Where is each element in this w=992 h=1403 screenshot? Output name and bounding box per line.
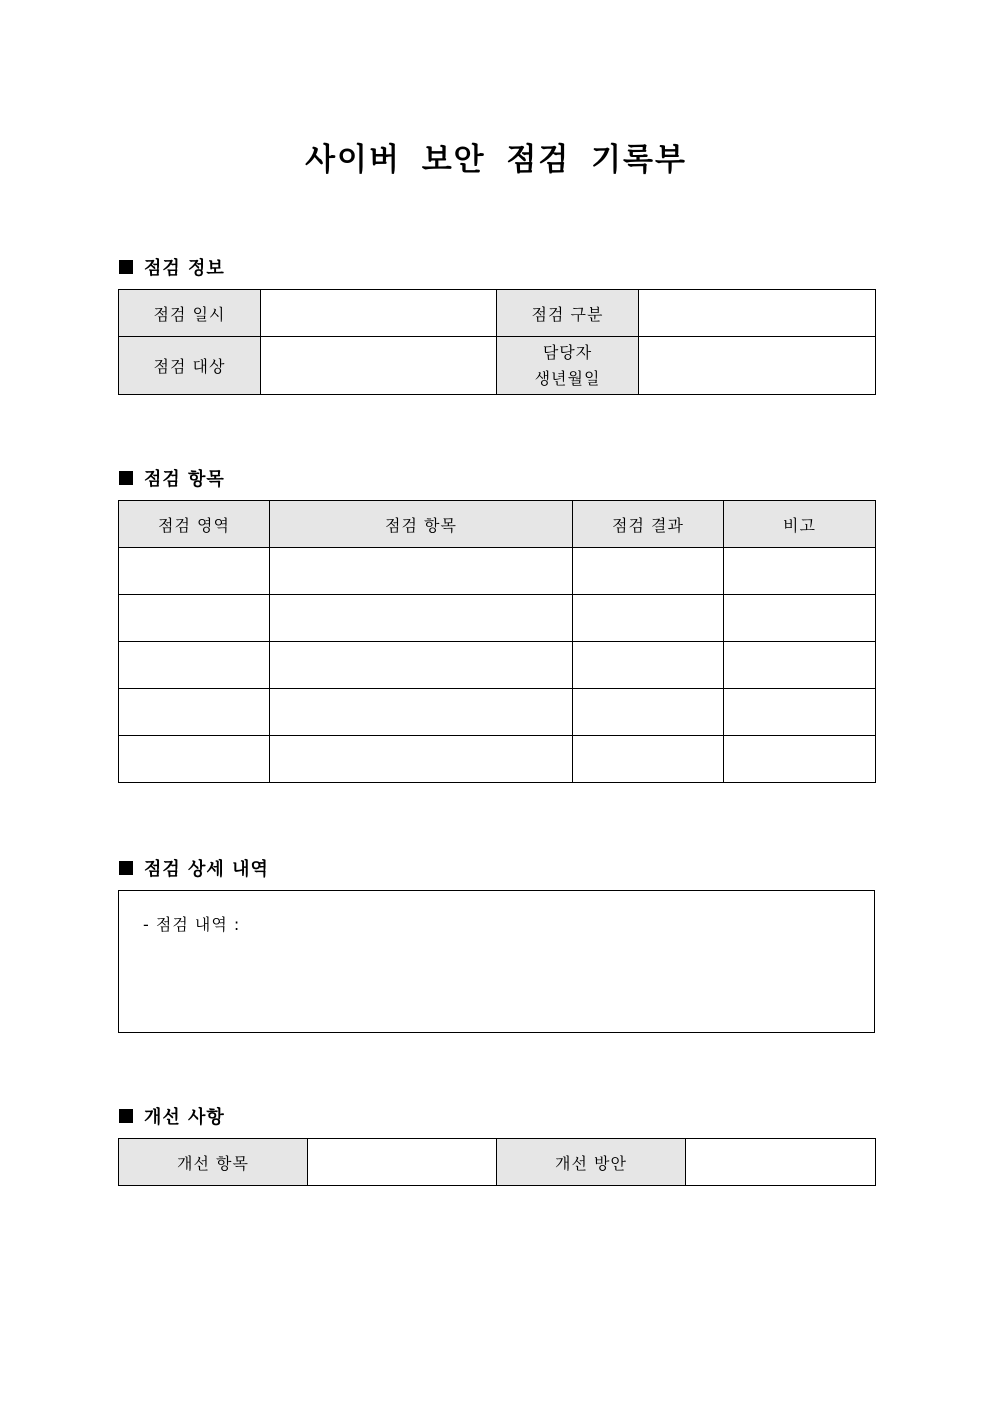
column-header: 비고 [724, 501, 876, 548]
section-heading-items [119, 465, 225, 491]
table-row [119, 689, 876, 736]
section-heading-details-label: 점검 상세 내역 [144, 859, 269, 880]
table-cell[interactable] [270, 642, 573, 689]
table-cell[interactable] [573, 736, 724, 783]
section-heading-info-label: 점검 정보 [144, 258, 225, 279]
items-table [118, 500, 876, 783]
square-bullet-icon [119, 260, 133, 274]
table-cell[interactable] [724, 595, 876, 642]
label-date: 점검 일시 [119, 290, 261, 337]
value-improvement-item[interactable] [308, 1139, 497, 1186]
section-heading-items-label: 점검 항목 [144, 469, 225, 490]
table-cell[interactable] [573, 642, 724, 689]
details-content: - 점검 내역 : [143, 915, 241, 934]
value-improvement-plan[interactable] [686, 1139, 876, 1186]
label-improvement-plan: 개선 방안 [497, 1139, 686, 1186]
square-bullet-icon [119, 861, 133, 875]
info-table [118, 289, 876, 395]
table-cell[interactable] [270, 595, 573, 642]
section-heading-details [119, 855, 269, 881]
label-manager-line1: 담당자 [542, 342, 593, 362]
table-cell[interactable] [119, 595, 270, 642]
value-manager[interactable] [639, 337, 876, 395]
info-row-2 [119, 337, 876, 395]
table-cell[interactable] [573, 548, 724, 595]
label-target: 점검 대상 [119, 337, 261, 395]
table-cell[interactable] [119, 548, 270, 595]
table-row [119, 736, 876, 783]
table-cell[interactable] [724, 642, 876, 689]
value-target[interactable] [261, 337, 497, 395]
label-improvement-item: 개선 항목 [119, 1139, 308, 1186]
info-row-1 [119, 290, 876, 337]
improvements-table [118, 1138, 876, 1186]
section-heading-info [119, 254, 225, 280]
table-cell[interactable] [724, 689, 876, 736]
value-type[interactable] [639, 290, 876, 337]
table-cell[interactable] [119, 689, 270, 736]
table-cell[interactable] [573, 689, 724, 736]
section-heading-improvements [119, 1103, 225, 1129]
column-header: 점검 영역 [119, 501, 270, 548]
value-date[interactable] [261, 290, 497, 337]
table-row [119, 595, 876, 642]
details-box[interactable] [118, 890, 875, 1033]
label-type: 점검 구분 [497, 290, 639, 337]
table-cell[interactable] [573, 595, 724, 642]
label-manager-line2: 생년월일 [534, 368, 601, 388]
table-row [119, 642, 876, 689]
table-cell[interactable] [119, 642, 270, 689]
section-heading-improvements-label: 개선 사항 [144, 1107, 225, 1128]
table-cell[interactable] [270, 736, 573, 783]
page-title: 사이버 보안 점검 기록부 [305, 142, 687, 178]
improvements-row [119, 1139, 876, 1186]
column-header: 점검 결과 [573, 501, 724, 548]
square-bullet-icon [119, 471, 133, 485]
table-row [119, 548, 876, 595]
column-header: 점검 항목 [270, 501, 573, 548]
table-cell[interactable] [270, 548, 573, 595]
table-cell[interactable] [119, 736, 270, 783]
items-header-row [119, 501, 876, 548]
table-cell[interactable] [270, 689, 573, 736]
table-cell[interactable] [724, 736, 876, 783]
table-cell[interactable] [724, 548, 876, 595]
label-manager [497, 337, 639, 395]
square-bullet-icon [119, 1109, 133, 1123]
